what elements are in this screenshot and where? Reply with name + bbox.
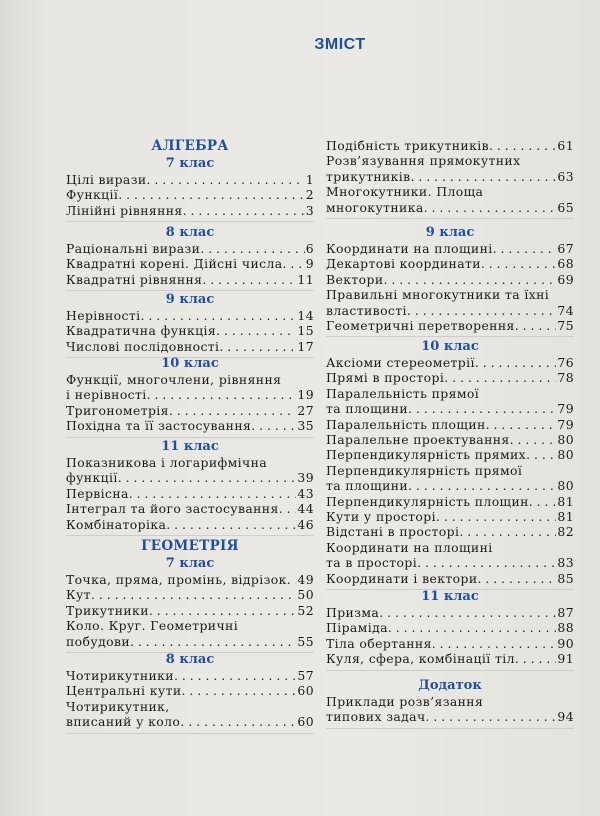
entry-row bbox=[66, 272, 314, 287]
entry-title: вписаний у коло bbox=[66, 714, 181, 730]
page-number: 68 bbox=[557, 256, 574, 272]
dot-leader bbox=[147, 387, 297, 402]
entry-title: Перпендикулярність площин bbox=[326, 493, 529, 509]
entry-title: побудови bbox=[66, 633, 130, 649]
page-number: 88 bbox=[557, 620, 574, 636]
grade-heading: 8 клас bbox=[165, 652, 215, 667]
page-number: 87 bbox=[557, 605, 574, 620]
page-number: 67 bbox=[557, 241, 574, 256]
toc-entry[interactable] bbox=[326, 605, 574, 620]
dot-leader bbox=[166, 517, 296, 532]
entry-row bbox=[326, 303, 574, 318]
entry-row bbox=[326, 241, 574, 256]
dot-leader bbox=[388, 620, 557, 635]
toc-section bbox=[66, 438, 314, 536]
toc-entry[interactable] bbox=[66, 486, 314, 501]
toc-entry[interactable] bbox=[326, 620, 574, 635]
entry-title: та в просторі bbox=[326, 555, 418, 571]
toc-entry[interactable] bbox=[66, 683, 314, 698]
grade-heading: 9 клас bbox=[425, 225, 475, 240]
entry-row bbox=[66, 587, 314, 602]
page-number: 2 bbox=[305, 187, 314, 203]
entry-title: Вектори bbox=[326, 271, 384, 287]
toc-entry[interactable] bbox=[66, 272, 314, 287]
entry-title-line: Показникова і логарифмічна bbox=[66, 455, 268, 470]
entry-title: і нерівності bbox=[66, 387, 147, 403]
page-number: 80 bbox=[557, 447, 574, 463]
entry-title: Комбінаторіка bbox=[66, 516, 167, 532]
toc-section bbox=[326, 588, 574, 671]
entry-title: Раціональні вирази bbox=[66, 241, 201, 256]
dot-leader bbox=[147, 172, 305, 187]
dot-leader bbox=[283, 256, 305, 271]
dot-leader bbox=[140, 308, 296, 323]
toc-entry[interactable] bbox=[326, 494, 574, 509]
entry-title: Точка, пряма, промінь, відрізок bbox=[66, 572, 287, 587]
dot-leader bbox=[216, 323, 296, 338]
toc-entry[interactable] bbox=[66, 403, 314, 418]
toc-entry[interactable] bbox=[326, 272, 574, 287]
page-number: 80 bbox=[557, 478, 574, 494]
entry-row bbox=[326, 447, 574, 462]
entry-row bbox=[66, 241, 314, 256]
grade-heading: 9 клас bbox=[165, 292, 215, 307]
page-number: 52 bbox=[297, 602, 314, 618]
page-number: 76 bbox=[557, 355, 574, 370]
entry-row bbox=[326, 524, 574, 539]
entry-title: Кути у просторі bbox=[326, 509, 436, 525]
dot-leader bbox=[219, 339, 296, 354]
page-number: 79 bbox=[557, 401, 574, 417]
page-number: 49 bbox=[297, 572, 314, 587]
entry-row bbox=[66, 668, 314, 683]
dot-leader bbox=[426, 709, 557, 724]
page-number: 65 bbox=[557, 199, 574, 215]
dot-leader bbox=[149, 603, 297, 618]
entry-title: Паралельність площин bbox=[326, 416, 486, 432]
toc-section bbox=[326, 138, 574, 219]
toc-section bbox=[66, 538, 314, 653]
entry-title-line: Розв’язування прямокутних bbox=[326, 153, 521, 169]
dot-leader bbox=[200, 241, 304, 256]
entry-row bbox=[326, 620, 574, 635]
toc-entry[interactable] bbox=[66, 187, 314, 202]
dot-leader bbox=[180, 714, 296, 729]
entry-title: Координати і вектори bbox=[326, 570, 478, 586]
toc-entry[interactable] bbox=[66, 203, 314, 218]
entry-title-line: Координати на площині bbox=[326, 539, 493, 555]
page-number: 79 bbox=[557, 416, 574, 432]
entry-row bbox=[66, 517, 314, 532]
section-title: АЛГЕБРА bbox=[151, 138, 229, 154]
grade-heading: 7 клас bbox=[165, 156, 215, 171]
toc-entry[interactable] bbox=[326, 241, 574, 256]
toc-entry[interactable] bbox=[66, 241, 314, 256]
page-number: 39 bbox=[297, 470, 314, 486]
toc-section bbox=[326, 224, 574, 337]
entry-title-line: Многокутники. Площа bbox=[326, 184, 484, 200]
toc-entry[interactable] bbox=[326, 318, 574, 333]
entry-title: Прямі в просторі bbox=[326, 370, 445, 386]
page-number: 69 bbox=[557, 271, 574, 287]
toc-entry[interactable] bbox=[66, 587, 314, 602]
page-number: 61 bbox=[557, 138, 574, 153]
dot-leader bbox=[251, 418, 296, 433]
toc-entry[interactable] bbox=[326, 256, 574, 271]
toc-entry[interactable] bbox=[66, 308, 314, 323]
page-number: 46 bbox=[297, 516, 314, 532]
page-number: 27 bbox=[297, 402, 314, 418]
dot-leader bbox=[489, 138, 556, 153]
entry-row bbox=[66, 603, 314, 618]
entry-title: Похідна та її застосування bbox=[66, 418, 252, 434]
entry-row bbox=[66, 172, 314, 187]
toc-entry[interactable] bbox=[326, 432, 574, 447]
page-number: 85 bbox=[557, 570, 574, 586]
toc-entry[interactable] bbox=[66, 418, 314, 433]
page-number: 35 bbox=[297, 418, 314, 434]
dot-leader bbox=[436, 509, 556, 524]
toc-entry[interactable] bbox=[66, 501, 314, 516]
entry-row bbox=[326, 318, 574, 333]
toc-entry[interactable] bbox=[66, 455, 314, 486]
toc-entry[interactable] bbox=[66, 256, 314, 271]
entry-row bbox=[326, 571, 574, 586]
entry-row bbox=[326, 605, 574, 620]
dot-leader bbox=[486, 417, 557, 432]
dot-leader bbox=[169, 403, 297, 418]
entry-title: Центральні кути bbox=[66, 683, 182, 699]
toc-entry[interactable] bbox=[326, 287, 574, 318]
dot-leader bbox=[432, 636, 557, 651]
dot-leader bbox=[202, 272, 296, 287]
page-number: 83 bbox=[557, 555, 574, 571]
entry-title-line: Функції, многочлени, рівняння bbox=[66, 372, 282, 387]
toc-entry[interactable] bbox=[66, 339, 314, 354]
entry-title-line: Коло. Круг. Геометричні bbox=[66, 618, 239, 634]
dot-leader bbox=[411, 169, 557, 184]
entry-row bbox=[326, 401, 574, 416]
page-number: 82 bbox=[557, 524, 574, 540]
dot-leader bbox=[515, 318, 557, 333]
toc-entry[interactable] bbox=[326, 694, 574, 725]
entry-row bbox=[326, 432, 574, 447]
entry-title: властивості bbox=[326, 302, 407, 318]
entry-title-line: Приклади розв’язання bbox=[326, 694, 484, 709]
page-title: ЗМІСТ bbox=[314, 36, 366, 53]
page-number: 57 bbox=[297, 668, 314, 683]
toc-section bbox=[66, 224, 314, 291]
entry-title-line: Перпендикулярність прямої bbox=[326, 462, 523, 478]
page-number: 78 bbox=[557, 370, 574, 386]
dot-leader bbox=[478, 571, 557, 586]
toc-entry[interactable] bbox=[66, 323, 314, 338]
entry-title: Куля, сфера, комбінації тіл bbox=[326, 651, 515, 667]
toc-entry[interactable] bbox=[326, 355, 574, 370]
page-number: 11 bbox=[297, 271, 314, 287]
toc-entry[interactable] bbox=[326, 509, 574, 524]
toc-entry[interactable] bbox=[326, 524, 574, 539]
toc-section bbox=[66, 291, 314, 358]
toc-section bbox=[66, 651, 314, 734]
dot-leader bbox=[510, 432, 557, 447]
dot-leader bbox=[444, 370, 556, 385]
entry-row bbox=[326, 138, 574, 153]
page-number: 17 bbox=[297, 338, 314, 354]
entry-title: Перпендикулярність прямих bbox=[326, 447, 527, 463]
page-number: 44 bbox=[297, 501, 314, 517]
entry-title: Квадратні корені. Дійсні числа bbox=[66, 256, 283, 272]
entry-title: Декартові координати bbox=[326, 256, 481, 272]
page-number: 14 bbox=[297, 308, 314, 323]
page-number: 91 bbox=[557, 651, 574, 667]
page-number: 81 bbox=[557, 509, 574, 525]
entry-row bbox=[66, 308, 314, 323]
entry-row bbox=[66, 634, 314, 649]
toc-entry[interactable] bbox=[66, 172, 314, 187]
entry-title: Тригонометрія bbox=[66, 402, 169, 418]
entry-row bbox=[326, 636, 574, 651]
entry-row bbox=[66, 486, 314, 501]
entry-title: Трикутники bbox=[66, 602, 149, 618]
dot-leader bbox=[408, 401, 556, 416]
entry-row bbox=[66, 256, 314, 271]
entry-title: Відстані в просторі bbox=[326, 524, 460, 540]
entry-row bbox=[66, 714, 314, 729]
page-number: 43 bbox=[297, 485, 314, 501]
dot-leader bbox=[379, 605, 556, 620]
entry-row bbox=[66, 323, 314, 338]
toc-entry[interactable] bbox=[326, 540, 574, 571]
entry-title-line: Правильні многокутники та їхні bbox=[326, 287, 550, 303]
dot-leader bbox=[174, 668, 296, 683]
entry-title: Тіла обертання bbox=[326, 635, 432, 651]
entry-row bbox=[66, 501, 314, 516]
grade-heading: 7 клас bbox=[165, 556, 215, 571]
entry-row bbox=[326, 478, 574, 493]
entry-title: Чотирикутники bbox=[66, 668, 174, 683]
entry-title: Квадратні рівняння bbox=[66, 271, 203, 287]
toc-entry[interactable] bbox=[326, 447, 574, 462]
toc-entry[interactable] bbox=[66, 517, 314, 532]
dot-leader bbox=[287, 572, 297, 587]
entry-title-line: Паралельність прямої bbox=[326, 385, 480, 401]
entry-row bbox=[66, 418, 314, 433]
entry-title: Кут bbox=[66, 587, 91, 603]
page-number: 80 bbox=[557, 432, 574, 448]
entry-title: Лінійні рівняння bbox=[66, 202, 183, 218]
entry-row bbox=[326, 169, 574, 184]
entry-title: Нерівності bbox=[66, 308, 141, 323]
entry-title: Призма bbox=[326, 605, 380, 620]
toc-section bbox=[66, 138, 314, 222]
entry-title: та площини bbox=[326, 478, 409, 494]
toc-entry[interactable] bbox=[66, 372, 314, 403]
dot-leader bbox=[118, 470, 297, 485]
toc-section bbox=[66, 355, 314, 438]
grade-heading: Додаток bbox=[418, 678, 482, 693]
page-number: 19 bbox=[297, 387, 314, 403]
dot-leader bbox=[417, 555, 556, 570]
page-number: 74 bbox=[557, 302, 574, 318]
entry-title: Квадратична функція bbox=[66, 323, 217, 339]
entry-title: Подібність трикутників bbox=[326, 138, 489, 153]
toc-entry[interactable] bbox=[326, 417, 574, 432]
toc-entry[interactable] bbox=[326, 386, 574, 417]
toc-entry[interactable] bbox=[326, 636, 574, 651]
section-title: ГЕОМЕТРІЯ bbox=[141, 538, 239, 554]
entry-row bbox=[326, 272, 574, 287]
entry-row bbox=[66, 470, 314, 485]
page-number: 60 bbox=[297, 683, 314, 699]
dot-leader bbox=[475, 355, 557, 370]
dot-leader bbox=[129, 486, 297, 501]
entry-title: Паралельне проектування bbox=[326, 432, 510, 448]
toc-entry[interactable] bbox=[66, 618, 314, 649]
page-number: 50 bbox=[297, 587, 314, 603]
page-number: 3 bbox=[305, 202, 314, 218]
toc-entry[interactable] bbox=[66, 699, 314, 730]
grade-heading: 10 клас bbox=[161, 356, 219, 371]
entry-title: Цілі вирази bbox=[66, 172, 147, 187]
entry-title-line: Чотирикутник, bbox=[66, 698, 170, 714]
dot-leader bbox=[182, 683, 297, 698]
entry-title: та площини bbox=[326, 401, 409, 417]
page-number: 6 bbox=[305, 241, 314, 256]
page-number: 9 bbox=[305, 256, 314, 272]
entry-row bbox=[326, 494, 574, 509]
entry-title: многокутника bbox=[326, 199, 424, 215]
entry-row bbox=[326, 555, 574, 570]
dot-leader bbox=[529, 494, 557, 509]
entry-row bbox=[326, 256, 574, 271]
entry-row bbox=[326, 509, 574, 524]
entry-title: типових задач bbox=[326, 709, 426, 725]
grade-heading: 11 клас bbox=[161, 439, 219, 454]
toc-entry[interactable] bbox=[326, 153, 574, 184]
page-number: 90 bbox=[557, 635, 574, 651]
toc-entry[interactable] bbox=[326, 463, 574, 494]
entry-row bbox=[66, 683, 314, 698]
entry-row bbox=[66, 203, 314, 218]
toc-section bbox=[326, 338, 574, 590]
dot-leader bbox=[118, 187, 304, 202]
page-number: 15 bbox=[297, 323, 314, 339]
entry-title: Піраміда bbox=[326, 620, 388, 636]
entry-row bbox=[326, 651, 574, 666]
grade-heading: 8 клас bbox=[165, 225, 215, 240]
page-number: 75 bbox=[557, 318, 574, 334]
entry-row bbox=[326, 709, 574, 724]
toc-entry[interactable] bbox=[326, 184, 574, 215]
dot-leader bbox=[408, 478, 556, 493]
entry-title: Геометричні перетворення bbox=[326, 318, 515, 334]
toc-entry[interactable] bbox=[66, 603, 314, 618]
dot-leader bbox=[459, 524, 556, 539]
dot-leader bbox=[515, 651, 557, 666]
page-number: 60 bbox=[297, 714, 314, 730]
entry-title: Координати на площині bbox=[326, 241, 493, 256]
toc-entry[interactable] bbox=[66, 668, 314, 683]
entry-row bbox=[66, 403, 314, 418]
entry-row bbox=[326, 417, 574, 432]
toc-entry[interactable] bbox=[326, 651, 574, 666]
entry-row bbox=[326, 200, 574, 215]
entry-title: Інтеграл та його застосування bbox=[66, 501, 279, 517]
entry-title: трикутників bbox=[326, 168, 411, 184]
page-number: 94 bbox=[557, 709, 574, 725]
page-number: 63 bbox=[557, 168, 574, 184]
entry-row bbox=[326, 370, 574, 385]
toc-entry[interactable] bbox=[326, 138, 574, 153]
dot-leader bbox=[279, 501, 297, 516]
entry-row bbox=[326, 355, 574, 370]
grade-heading: 11 клас bbox=[421, 589, 479, 604]
dot-leader bbox=[424, 200, 557, 215]
entry-row bbox=[66, 187, 314, 202]
grade-heading: 10 клас bbox=[421, 339, 479, 354]
page-number: 55 bbox=[297, 633, 314, 649]
page-number: 1 bbox=[305, 172, 314, 187]
entry-row bbox=[66, 572, 314, 587]
toc-entry[interactable] bbox=[326, 571, 574, 586]
dot-leader bbox=[384, 272, 557, 287]
entry-title: Аксіоми стереометрії bbox=[326, 355, 475, 370]
page-number: 81 bbox=[557, 493, 574, 509]
entry-row bbox=[66, 387, 314, 402]
toc-entry[interactable] bbox=[326, 370, 574, 385]
entry-title: функції bbox=[66, 470, 118, 486]
dot-leader bbox=[526, 447, 556, 462]
entry-title: Первісна bbox=[66, 485, 129, 501]
dot-leader bbox=[130, 634, 296, 649]
dot-leader bbox=[183, 203, 305, 218]
toc-section bbox=[326, 677, 574, 729]
dot-leader bbox=[481, 256, 557, 271]
entry-title: Числові послідовності bbox=[66, 338, 220, 354]
entry-row bbox=[66, 339, 314, 354]
dot-leader bbox=[91, 587, 296, 602]
dot-leader bbox=[493, 241, 557, 256]
entry-title: Функції bbox=[66, 187, 119, 203]
dot-leader bbox=[407, 303, 557, 318]
toc-entry[interactable] bbox=[66, 572, 314, 587]
